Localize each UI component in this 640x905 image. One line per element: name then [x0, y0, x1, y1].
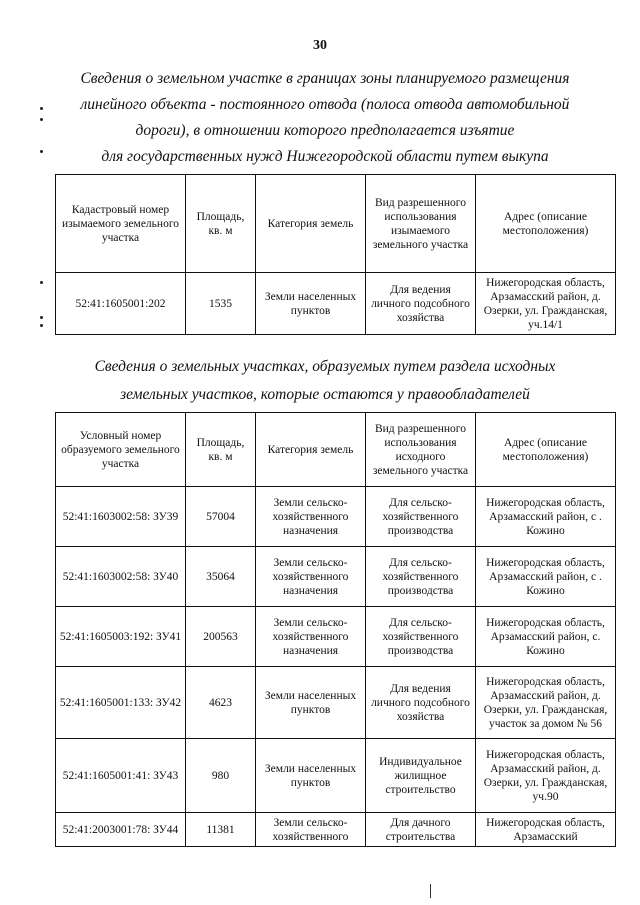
- cell-land-category: Земли сельско-хозяйственного назначения: [256, 487, 366, 547]
- cell-address: Нижегородская область, Арзамасский район, с . Кожино: [476, 487, 616, 547]
- table-header-row: [56, 175, 616, 273]
- page-number: 30: [313, 38, 327, 53]
- cell-land-category: Земли населенных пунктов: [256, 739, 366, 813]
- cell-area: 57004: [186, 487, 256, 547]
- cell-address: Нижегородская область, Арзамасский район, с . Кожино: [476, 547, 616, 607]
- cell-area: 35064: [186, 547, 256, 607]
- cell-area: 200563: [186, 607, 256, 667]
- header-address: Адрес (описание местоположения): [476, 175, 616, 273]
- cell-land-category: Земли сельско-хозяйственного назначения: [256, 547, 366, 607]
- cell-address: Нижегородская область, Арзамасский район, с. Кожино: [476, 607, 616, 667]
- cell-permitted-use: Для ведения личного подсобного хозяйства: [366, 667, 476, 739]
- scan-mark: [40, 150, 43, 153]
- scan-mark: [40, 316, 43, 319]
- section1-title-line-3: дороги), в отношении которого предполагается изъятие: [135, 122, 515, 139]
- header-land-category: Категория земель: [256, 175, 366, 273]
- cell-permitted-use: Для сельско-хозяйственного производства: [366, 547, 476, 607]
- header-area: Площадь, кв. м: [186, 175, 256, 273]
- scan-mark: [40, 118, 43, 121]
- cell-address: Нижегородская область, Арзамасский: [476, 813, 616, 847]
- cell-area: 1535: [186, 273, 256, 335]
- cell-conditional-number: 52:41:2003001:78: ЗУ44: [56, 813, 186, 847]
- scan-mark: [430, 884, 431, 898]
- cell-permitted-use: Для дачного строительства: [366, 813, 476, 847]
- cell-cadastral-number: 52:41:1605001:202: [56, 273, 186, 335]
- formed-parcels-table: [55, 412, 616, 847]
- table-row: [56, 739, 616, 813]
- header-permitted-use: Вид разрешенного использования исходного земельного участка: [366, 413, 476, 487]
- scan-mark: [40, 324, 43, 327]
- section2-title-line-2: земельных участков, которые остаются у правообладателей: [120, 386, 530, 403]
- scan-mark: [40, 281, 43, 284]
- cell-land-category: Земли населенных пунктов: [256, 273, 366, 335]
- header-land-category: Категория земель: [256, 413, 366, 487]
- table-row: [56, 813, 616, 847]
- scan-mark: [40, 107, 43, 110]
- table-row: [56, 273, 616, 335]
- header-address: Адрес (описание местоположения): [476, 413, 616, 487]
- cell-area: 980: [186, 739, 256, 813]
- cell-area: 4623: [186, 667, 256, 739]
- table-row: [56, 487, 616, 547]
- cell-conditional-number: 52:41:1605003:192: ЗУ41: [56, 607, 186, 667]
- cell-permitted-use: Индивидуальное жилищное строительство: [366, 739, 476, 813]
- table-row: [56, 667, 616, 739]
- header-cadastral-number: Кадастровый номер изымаемого земельного участка: [56, 175, 186, 273]
- header-area: Площадь, кв. м: [186, 413, 256, 487]
- cell-land-category: Земли населенных пунктов: [256, 667, 366, 739]
- table-header-row: [56, 413, 616, 487]
- section1-title-line-1: Сведения о земельном участке в границах зоны планируемого размещения: [80, 70, 570, 87]
- header-conditional-number: Условный номер образуемого земельного участка: [56, 413, 186, 487]
- header-permitted-use: Вид разрешенного использования изымаемого земельного участка: [366, 175, 476, 273]
- cell-conditional-number: 52:41:1603002:58: ЗУ39: [56, 487, 186, 547]
- section1-title-line-2: линейного объекта - постоянного отвода (полоса отвода автомобильной: [80, 96, 570, 113]
- cell-address: Нижегородская область, Арзамасский район, д. Озерки, ул. Гражданская, уч.14/1: [476, 273, 616, 335]
- cell-permitted-use: Для сельско-хозяйственного производства: [366, 607, 476, 667]
- cell-conditional-number: 52:41:1603002:58: ЗУ40: [56, 547, 186, 607]
- cell-conditional-number: 52:41:1605001:41: ЗУ43: [56, 739, 186, 813]
- section1-title-line-4: для государственных нужд Нижегородской области путем выкупа: [101, 148, 549, 165]
- cell-address: Нижегородская область, Арзамасский район, д. Озерки, ул. Гражданская, уч.90: [476, 739, 616, 813]
- cell-land-category: Земли сельско-хозяйственного назначения: [256, 607, 366, 667]
- cell-conditional-number: 52:41:1605001:133: ЗУ42: [56, 667, 186, 739]
- cell-permitted-use: Для ведения личного подсобного хозяйства: [366, 273, 476, 335]
- cell-land-category: Земли сельско-хозяйственного: [256, 813, 366, 847]
- section2-title-line-1: Сведения о земельных участках, образуемых путем раздела исходных: [94, 358, 556, 375]
- seized-parcel-table: [55, 174, 616, 335]
- table-row: [56, 547, 616, 607]
- cell-address: Нижегородская область, Арзамасский район, д. Озерки, ул. Гражданская, участок за домом № 56: [476, 667, 616, 739]
- table-row: [56, 607, 616, 667]
- cell-permitted-use: Для сельско-хозяйственного производства: [366, 487, 476, 547]
- cell-area: 11381: [186, 813, 256, 847]
